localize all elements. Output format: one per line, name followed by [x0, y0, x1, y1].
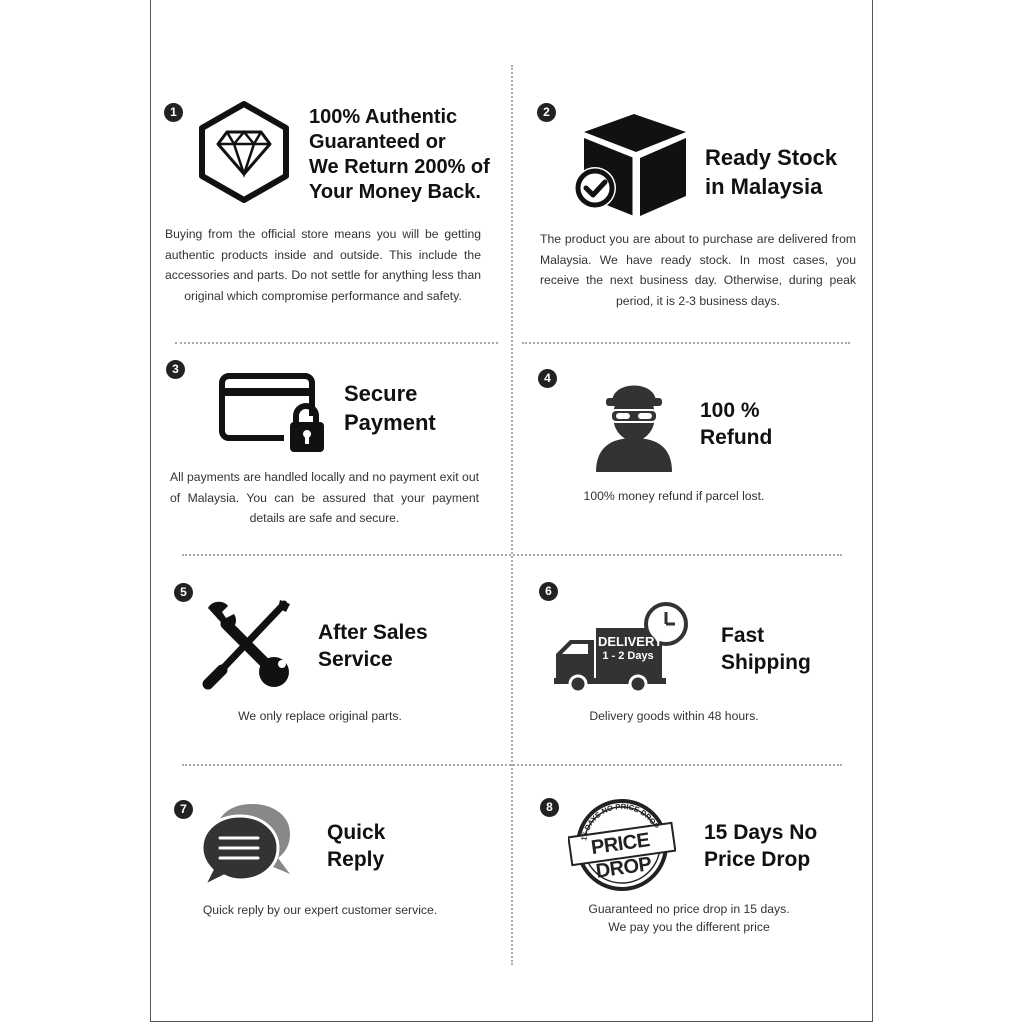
feature-number: 2 — [537, 103, 556, 122]
box-check-icon — [572, 110, 690, 220]
divider-row-2 — [182, 554, 842, 556]
feature-title: Quick Reply — [327, 821, 386, 871]
feature-title: 100% Authentic Guaranteed or We Return 200% of Your Money Back. — [309, 106, 490, 203]
stamp-main-text: PRICE DROP — [589, 829, 653, 883]
divider-row-1-right — [522, 342, 850, 344]
feature-description: Delivery goods within 48 hours. — [589, 709, 759, 723]
divider-row-1-left — [175, 342, 498, 344]
feature-description: Buying from the official store means you will be getting authentic products inside and outside. This include the accessories and parts. Do not settle for anything less than original which compromise performance and safety. — [165, 227, 481, 303]
feature-title: Secure Payment — [344, 381, 436, 435]
feature-description: The product you are about to purchase are delivered from Malaysia. We have ready stock. In most cases, you receive the next business day. Otherwise, during peak period, it is 2-3 business days. — [540, 232, 856, 308]
feature-number: 3 — [166, 360, 185, 379]
feature-description: 100% money refund if parcel lost. — [583, 489, 765, 503]
feature-number: 4 — [538, 369, 557, 388]
price-drop-stamp-icon — [568, 798, 676, 892]
chat-bubbles-icon — [200, 800, 294, 890]
stamp-arc-text: 15 DAYS NO PRICE DROP — [579, 801, 661, 842]
feature-description: Quick reply by our expert customer service. — [202, 903, 438, 917]
feature-number: 6 — [539, 582, 558, 601]
feature-number: 5 — [174, 583, 193, 602]
tools-icon — [200, 598, 294, 690]
feature-description: All payments are handled locally and no payment exit out of Malaysia. You can be assured that your payment details are safe and secure. — [170, 470, 479, 525]
feature-title: After Sales Service — [318, 621, 428, 671]
feature-title: 100 % Refund — [700, 399, 773, 449]
feature-number: 8 — [540, 798, 559, 817]
card-lock-icon — [218, 372, 330, 456]
feature-description: We only replace original parts. — [238, 709, 402, 723]
delivery-truck-icon — [552, 600, 692, 692]
feature-title: Ready Stock in Malaysia — [705, 145, 838, 199]
feature-number: 1 — [164, 103, 183, 122]
feature-description: Guaranteed no price drop in 15 days. We pay you the different price — [588, 902, 790, 934]
thief-icon — [592, 372, 676, 474]
feature-number: 7 — [174, 800, 193, 819]
truck-label: DELIVERY 1 - 2 Days — [598, 634, 663, 662]
feature-title: 15 Days No Price Drop — [704, 821, 818, 871]
vertical-divider — [511, 65, 513, 965]
feature-title: Fast Shipping — [721, 624, 811, 674]
diamond-icon — [196, 100, 292, 204]
divider-row-3 — [182, 764, 842, 766]
